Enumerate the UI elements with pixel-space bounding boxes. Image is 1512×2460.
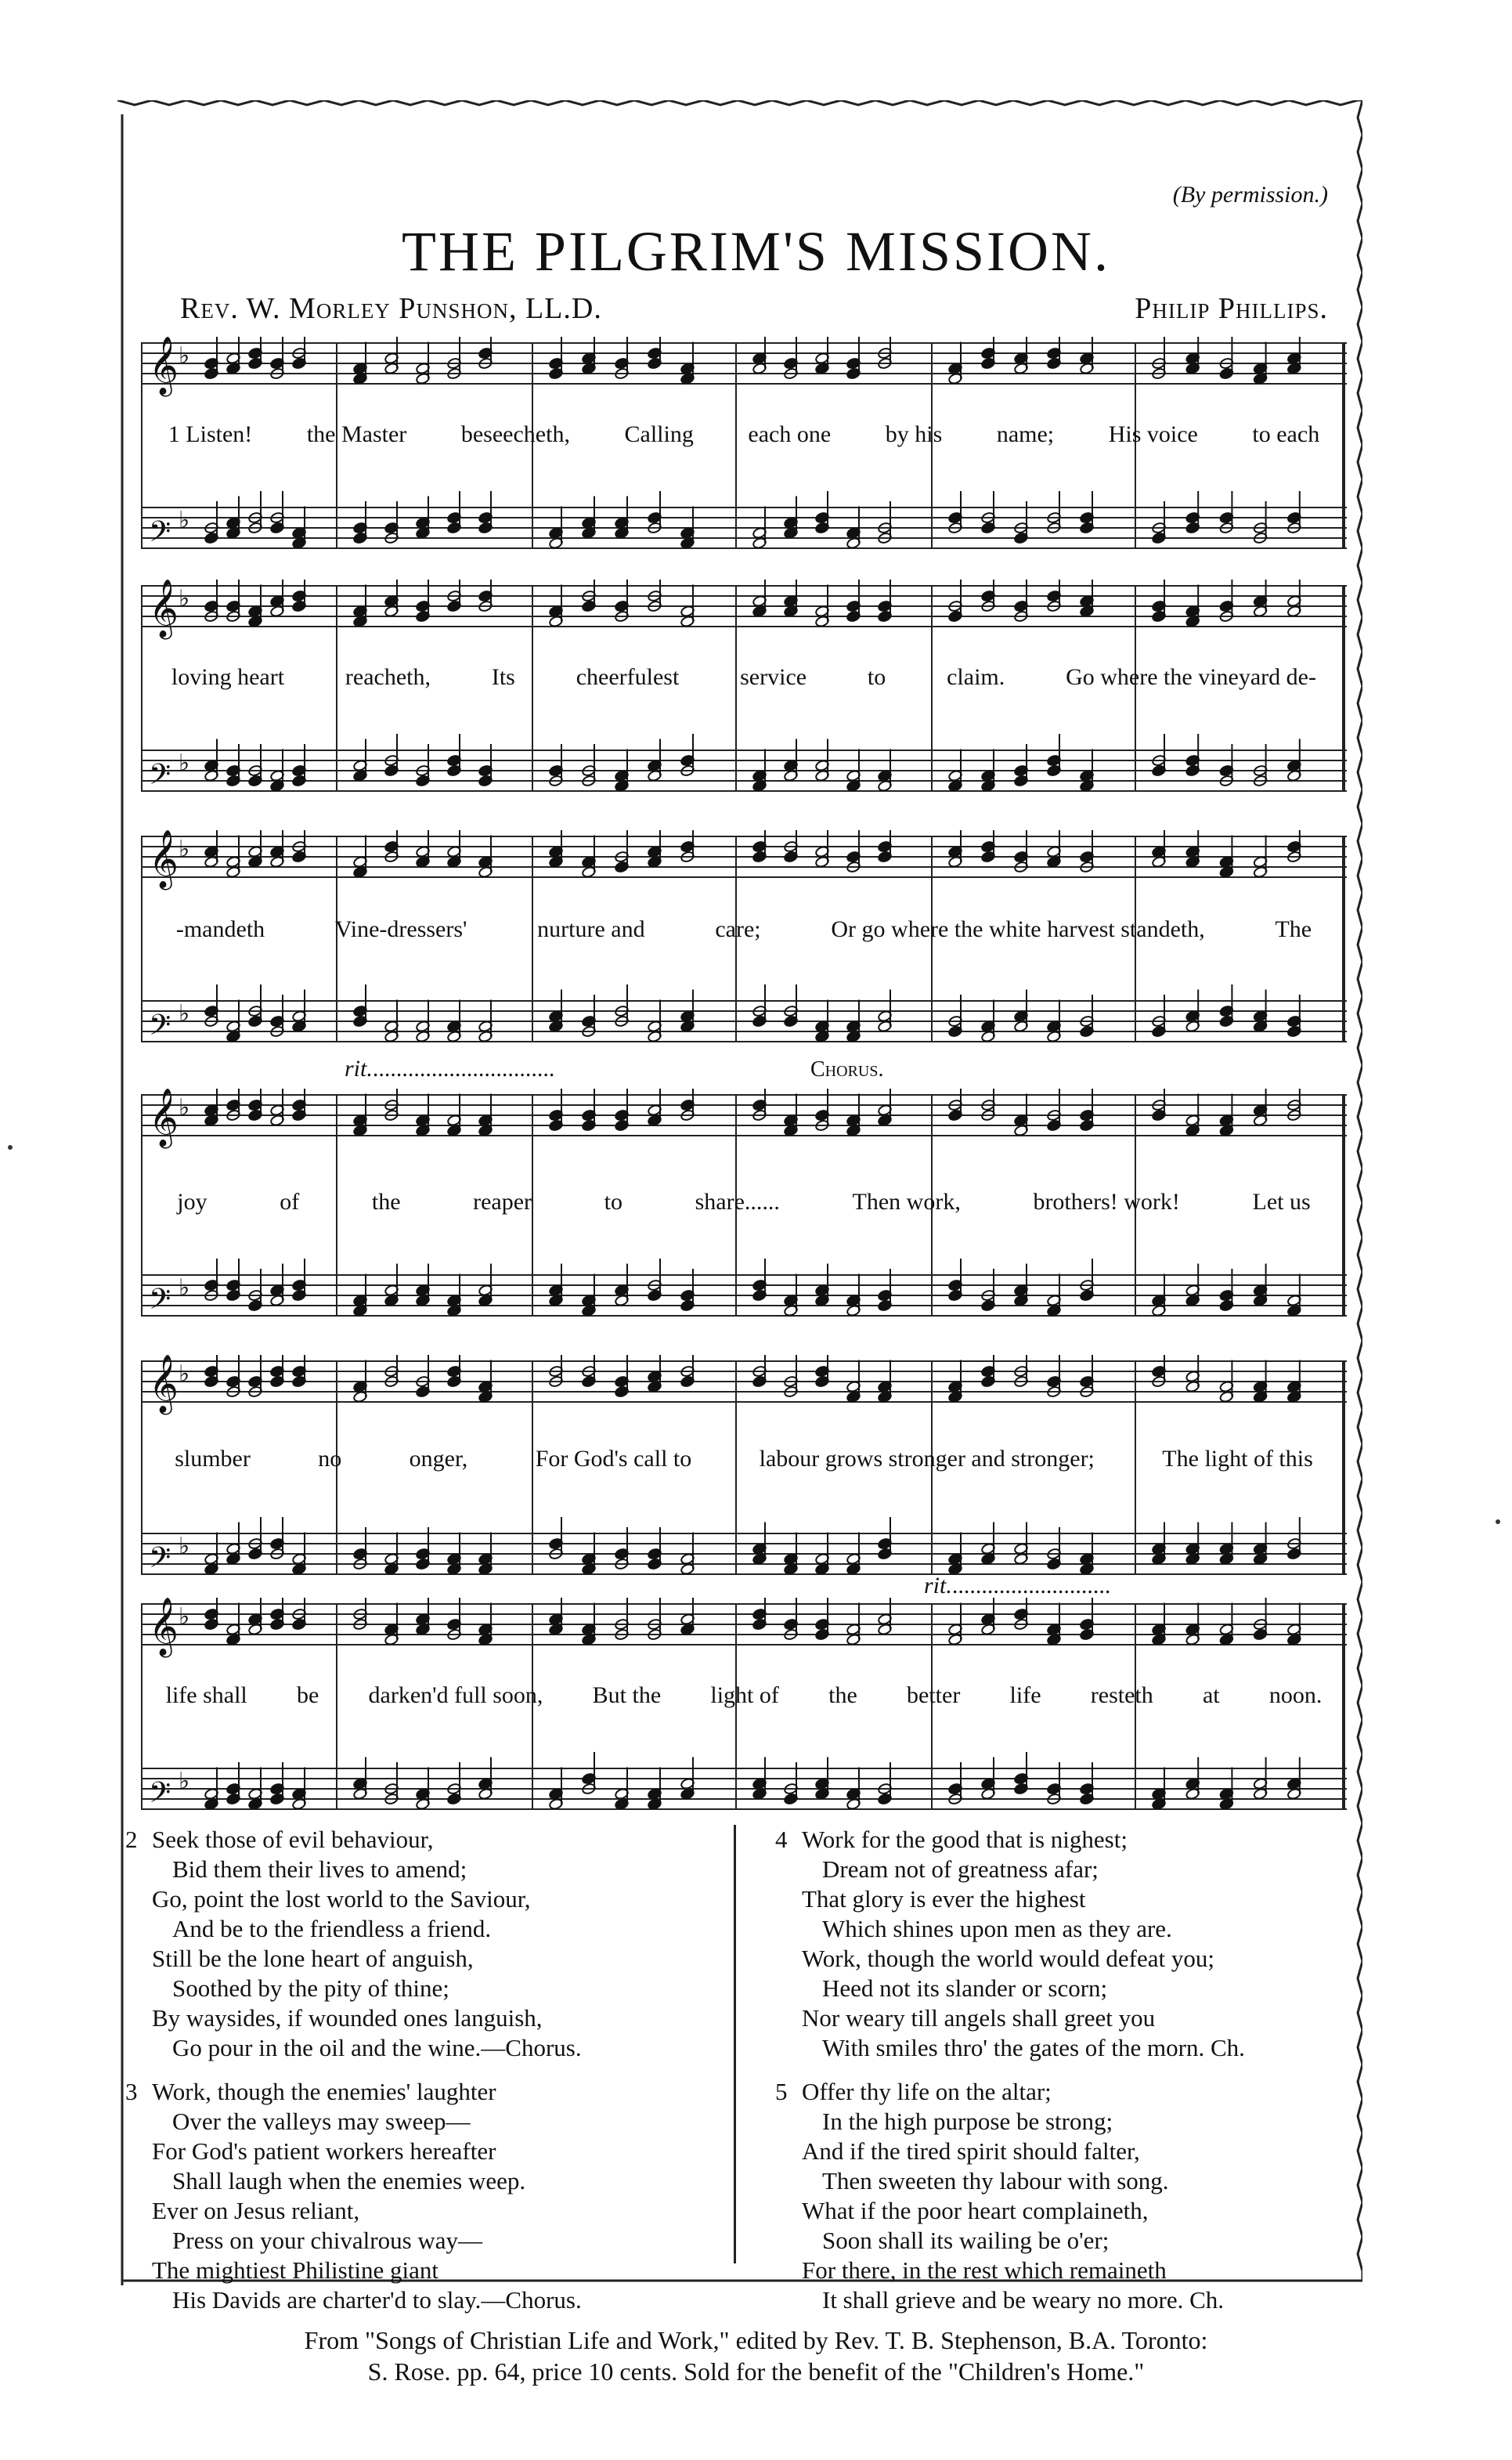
- verse-line: What if the poor heart complaineth,: [802, 2197, 1149, 2224]
- lyric-word: at: [1202, 1682, 1220, 1708]
- bass-clef-icon: 𝄢: [149, 1776, 171, 1816]
- lyric-word: The: [1275, 916, 1312, 942]
- verse-line: And be to the friendless a friend.: [172, 1915, 492, 1942]
- verse-line: Work for the good that is nighest;: [802, 1826, 1128, 1853]
- lyric-word: loving heart: [171, 664, 285, 690]
- verse-3: [125, 2077, 582, 2315]
- verse-line: Ever on Jesus reliant,: [152, 2197, 360, 2224]
- verse-line: Press on your chivalrous way—: [172, 2227, 483, 2254]
- verse-line: Go, point the lost world to the Saviour,: [152, 1885, 531, 1913]
- verse-line: His Davids are charter'd to slay.—Chorus.: [172, 2286, 582, 2314]
- music-system-6: [141, 1598, 1347, 1825]
- lyric-word: joy: [177, 1189, 207, 1215]
- verse-line: Go pour in the oil and the wine.—Chorus.: [172, 2034, 582, 2061]
- source-line: From "Songs of Christian Life and Work," edited by Rev. T. B. Stephenson, B.A. Toronto:: [304, 2326, 1208, 2354]
- permission-note: (By permission.): [1172, 182, 1328, 208]
- lyric-word: care;: [715, 916, 761, 942]
- lyric-word: the: [828, 1682, 857, 1708]
- lyric-word: light of: [710, 1682, 779, 1708]
- lyric-word: to: [604, 1189, 623, 1215]
- flat-icon: ♭: [179, 1768, 190, 1795]
- lyric-word: Vine-dressers': [334, 916, 467, 942]
- lyric-word: no: [318, 1446, 342, 1472]
- lyric-word: beseecheth,: [460, 421, 570, 447]
- lyric-word: resteth: [1090, 1682, 1153, 1708]
- verse-number: 2: [125, 1826, 138, 1853]
- music-system-5: [141, 1355, 1347, 1590]
- verse-4: [775, 1825, 1245, 2063]
- verse-line: The mightiest Philistine giant: [152, 2256, 438, 2284]
- lyric-word: -mandeth: [175, 916, 265, 942]
- verse-line: Over the valleys may sweep—: [172, 2108, 471, 2135]
- lyric-word: 1 Listen!: [168, 421, 253, 447]
- composer-credit: Philip Phillips.: [1135, 292, 1328, 325]
- chorus-marking: Chorus.: [810, 1057, 884, 1082]
- source-line: S. Rose. pp. 64, price 10 cents. Sold for the benefit of the "Children's Home.": [367, 2357, 1145, 2386]
- bass-clef-icon: 𝄢: [149, 515, 171, 555]
- treble-clef-icon: 𝄞: [149, 1598, 179, 1656]
- bass-clef-icon: 𝄢: [149, 1009, 171, 1049]
- lyric-word: by his: [885, 421, 943, 447]
- verse-line: For God's patient workers hereafter: [152, 2137, 496, 2165]
- bass-clef-icon: 𝄢: [149, 758, 171, 798]
- treble-clef-icon: 𝄞: [149, 1355, 179, 1413]
- lyric-word: each one: [748, 421, 832, 447]
- bass-clef-icon: 𝄢: [149, 1541, 171, 1581]
- lyric-word: cheerfulest: [576, 664, 680, 690]
- lyric-line: [141, 1189, 1347, 1216]
- treble-clef-icon: 𝄞: [149, 1089, 179, 1147]
- music-system-3: [141, 830, 1347, 1057]
- lyric-word: better: [907, 1682, 961, 1708]
- lyric-word: darken'd full soon,: [368, 1682, 543, 1708]
- verse-5: [775, 2077, 1245, 2315]
- lyric-word: Its: [491, 664, 515, 690]
- verses-right-column: [775, 1825, 1245, 2329]
- bass-clef-icon: 𝄢: [149, 1283, 171, 1323]
- lyric-word: For God's call to: [535, 1446, 692, 1472]
- flat-icon: ♭: [179, 1603, 190, 1631]
- lyric-line: [141, 1682, 1347, 1709]
- flat-icon: ♭: [179, 1000, 190, 1028]
- verse-line: Dream not of greatness afar;: [822, 1855, 1099, 1883]
- lyric-word: life: [1009, 1682, 1041, 1708]
- page-title: THE PILGRIM'S MISSION.: [401, 220, 1111, 283]
- verse-line: By waysides, if wounded ones languish,: [152, 2004, 543, 2032]
- lyric-word: claim.: [947, 664, 1005, 690]
- source-citation: [0, 2325, 1512, 2387]
- lyric-word: onger,: [409, 1446, 468, 1472]
- lyric-word: to: [867, 664, 886, 690]
- lyric-word: be: [296, 1682, 319, 1708]
- lyric-word: life shall: [165, 1682, 247, 1708]
- treble-clef-icon: 𝄞: [149, 580, 179, 638]
- grand-staff: [141, 1355, 1347, 1590]
- verse-2: [125, 1825, 582, 2063]
- lyric-word: reaper: [473, 1189, 532, 1215]
- print-speck: [8, 1145, 13, 1150]
- verse-line: Nor weary till angels shall greet you: [802, 2004, 1156, 2032]
- lyric-word: nurture and: [537, 916, 645, 942]
- flat-icon: ♭: [179, 836, 190, 863]
- flat-icon: ♭: [179, 342, 190, 370]
- verse-line: Bid them their lives to amend;: [172, 1855, 467, 1883]
- flat-icon: ♭: [179, 507, 190, 534]
- verse-line: It shall grieve and be weary no more. Ch.: [822, 2286, 1225, 2314]
- verse-line: With smiles thro' the gates of the morn. Ch.: [822, 2034, 1245, 2061]
- verse-line: Soothed by the pity of thine;: [172, 1974, 449, 2002]
- grand-staff: [141, 830, 1347, 1057]
- verse-line: Offer thy life on the altar;: [802, 2078, 1052, 2105]
- lyric-word: service: [740, 664, 807, 690]
- verse-line: Work, though the enemies' laughter: [152, 2078, 496, 2105]
- lyric-word: name;: [996, 421, 1055, 447]
- column-divider: [734, 1825, 736, 2263]
- lyric-word: His voice: [1108, 421, 1198, 447]
- lyric-line: [141, 1446, 1347, 1472]
- lyric-word: brothers! work!: [1033, 1189, 1180, 1215]
- lyric-line: [141, 916, 1347, 943]
- treble-clef-icon: 𝄞: [149, 337, 179, 395]
- lyric-word: labour grows stronger and stronger;: [759, 1446, 1095, 1472]
- lyric-word: the Master: [306, 421, 407, 447]
- flat-icon: ♭: [179, 1360, 190, 1388]
- verse-line: Which shines upon men as they are.: [822, 1915, 1172, 1942]
- lyric-line: [141, 421, 1347, 448]
- lyric-word: But the: [592, 1682, 662, 1708]
- ritardando-marking: rit............................: [924, 1573, 1111, 1598]
- lyric-word: to each: [1252, 421, 1320, 447]
- lyric-word: The light of this: [1162, 1446, 1313, 1472]
- lyric-word: Go where the vineyard de-: [1066, 664, 1316, 690]
- verse-number: 4: [775, 1826, 788, 1853]
- lyric-word: Calling: [624, 421, 694, 447]
- lyric-word: noon.: [1268, 1682, 1323, 1708]
- verse-line: Heed not its slander or scorn;: [822, 1974, 1108, 2002]
- flat-icon: ♭: [179, 1533, 190, 1560]
- flat-icon: ♭: [179, 750, 190, 777]
- grand-staff: [141, 580, 1347, 807]
- verses-left-column: [125, 1825, 582, 2329]
- flat-icon: ♭: [179, 1094, 190, 1122]
- verse-line: Work, though the world would defeat you;: [802, 1945, 1214, 1972]
- verse-line: Soon shall its wailing be o'er;: [822, 2227, 1110, 2254]
- lyric-word: of: [280, 1189, 300, 1215]
- ritardando-marking: rit................................: [345, 1056, 555, 1082]
- print-speck: [1496, 1519, 1500, 1524]
- lyric-word: Then work,: [852, 1189, 961, 1215]
- lyric-word: Let us: [1252, 1189, 1311, 1215]
- music-system-1: [141, 337, 1347, 564]
- music-system-2: [141, 580, 1347, 807]
- lyric-word: slumber: [175, 1446, 251, 1472]
- lyric-word: the: [371, 1189, 401, 1215]
- grand-staff: [141, 1598, 1347, 1825]
- lyric-word: reacheth,: [345, 664, 431, 690]
- lyric-word: share......: [695, 1189, 780, 1215]
- verse-line: For there, in the rest which remaineth: [802, 2256, 1167, 2284]
- verse-line: In the high purpose be strong;: [822, 2108, 1113, 2135]
- verse-number: 5: [775, 2078, 788, 2105]
- author-credit: Rev. W. Morley Punshon, LL.D.: [180, 292, 602, 325]
- verse-line: Seek those of evil behaviour,: [152, 1826, 434, 1853]
- verse-line: Still be the lone heart of anguish,: [152, 1945, 474, 1972]
- flat-icon: ♭: [179, 585, 190, 612]
- grand-staff: [141, 337, 1347, 564]
- flat-icon: ♭: [179, 1274, 190, 1302]
- verse-line: Shall laugh when the enemies weep.: [172, 2167, 526, 2194]
- verse-number: 3: [125, 2078, 138, 2105]
- lyric-line: [141, 664, 1347, 691]
- verse-line: That glory is ever the highest: [802, 1885, 1086, 1913]
- verse-line: And if the tired spirit should falter,: [802, 2137, 1140, 2165]
- verse-line: Then sweeten thy labour with song.: [822, 2167, 1169, 2194]
- lyric-word: Or go where the white harvest standeth,: [831, 916, 1205, 942]
- treble-clef-icon: 𝄞: [149, 830, 179, 888]
- music-system-4: [141, 1089, 1347, 1331]
